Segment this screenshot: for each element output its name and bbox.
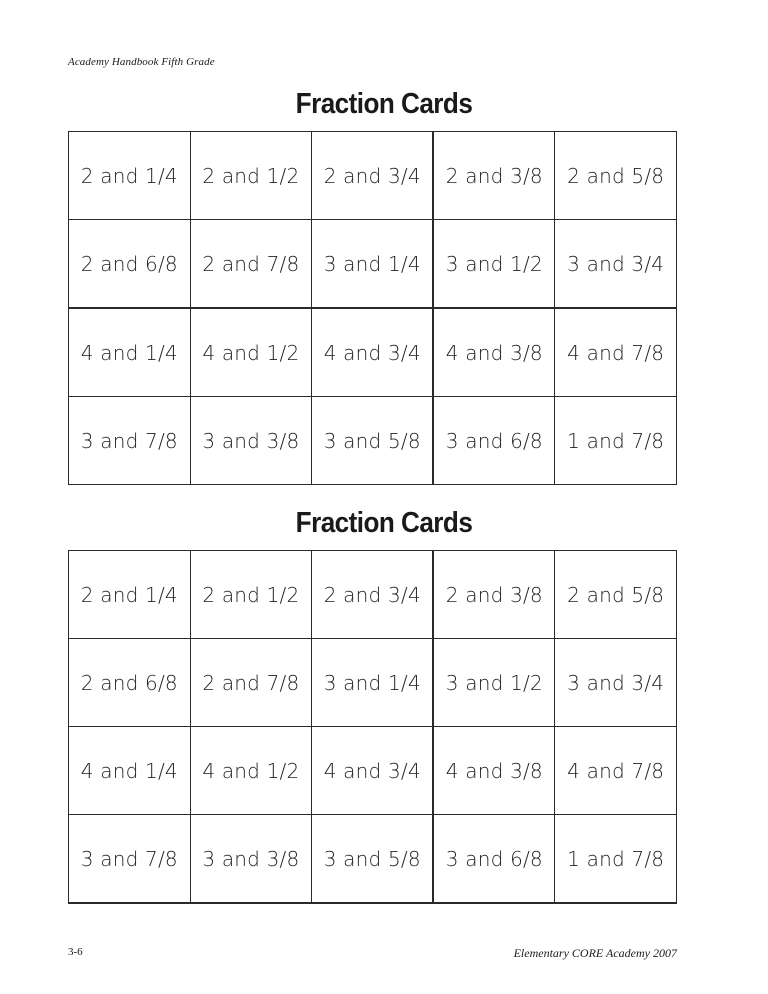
fraction-card: 3 and 1/4 [312,220,434,309]
fraction-card: 3 and 3/4 [555,220,677,309]
card-row [69,815,677,904]
fraction-card: 3 and 3/4 [555,639,677,727]
section-title: Fraction Cards [295,507,473,539]
fraction-card: 2 and 1/2 [190,132,312,220]
fraction-card: 3 and 5/8 [312,397,434,485]
fraction-card: 4 and 1/4 [69,727,191,815]
card-row [69,132,677,220]
fraction-card: 3 and 1/2 [433,639,555,727]
fraction-card: 4 and 3/8 [433,308,555,397]
fraction-card: 1 and 7/8 [555,397,677,485]
fraction-card: 2 and 1/2 [190,551,312,639]
fraction-card: 4 and 7/8 [555,308,677,397]
fraction-card: 1 and 7/8 [555,815,677,904]
fraction-card: 2 and 1/4 [69,551,191,639]
fraction-card: 3 and 6/8 [433,397,555,485]
card-row [69,397,677,485]
card-row [69,551,677,639]
fraction-card: 4 and 3/4 [312,727,434,815]
card-row [69,220,677,309]
fraction-card: 4 and 1/2 [190,727,312,815]
fraction-card: 4 and 1/4 [69,308,191,397]
fraction-card: 2 and 7/8 [190,639,312,727]
fraction-card: 2 and 5/8 [555,551,677,639]
fraction-card: 3 and 7/8 [69,815,191,904]
running-footer: Elementary CORE Academy 2007 [513,946,677,960]
fraction-card-grid [68,550,677,904]
fraction-card: 2 and 3/4 [312,132,434,220]
fraction-card: 3 and 1/4 [312,639,434,727]
fraction-card: 2 and 6/8 [69,639,191,727]
fraction-card: 4 and 3/8 [433,727,555,815]
card-row [69,308,677,397]
fraction-card: 2 and 3/8 [433,132,555,220]
fraction-card: 4 and 7/8 [555,727,677,815]
running-header: Academy Handbook Fifth Grade [68,56,215,68]
card-row [69,727,677,815]
fraction-card: 2 and 1/4 [69,132,191,220]
fraction-card-grid [68,131,677,485]
fraction-card: 3 and 5/8 [312,815,434,904]
fraction-card: 4 and 1/2 [190,308,312,397]
fraction-card: 3 and 7/8 [69,397,191,485]
card-row [69,639,677,727]
fraction-card: 3 and 6/8 [433,815,555,904]
fraction-card: 2 and 7/8 [190,220,312,309]
fraction-card: 3 and 1/2 [433,220,555,309]
fraction-card: 3 and 3/8 [190,815,312,904]
fraction-card: 3 and 3/8 [190,397,312,485]
fraction-card: 2 and 6/8 [69,220,191,309]
fraction-card: 2 and 5/8 [555,132,677,220]
fraction-card: 2 and 3/4 [312,551,434,639]
fraction-card: 2 and 3/8 [433,551,555,639]
page-number: 3-6 [68,946,83,958]
fraction-card: 4 and 3/4 [312,308,434,397]
section-title: Fraction Cards [295,88,473,120]
